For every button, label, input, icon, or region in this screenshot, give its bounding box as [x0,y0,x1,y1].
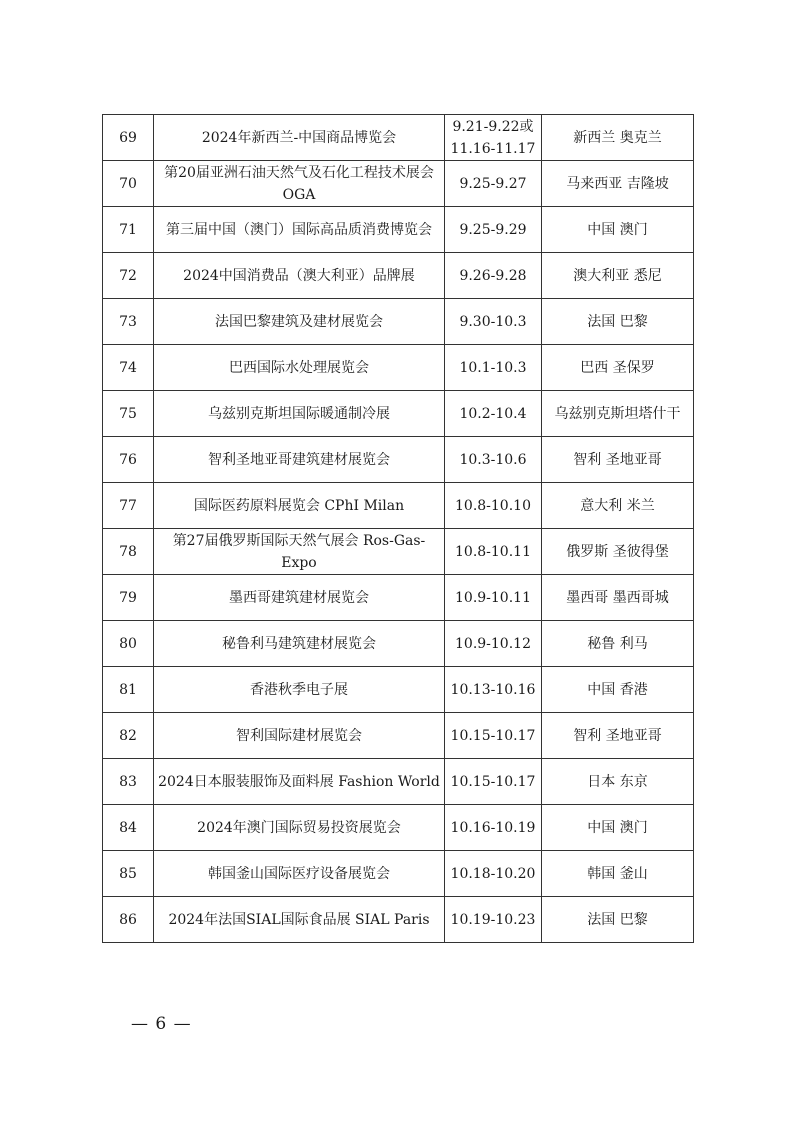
table-row [103,667,694,713]
exhibition-location: 日本 东京 [542,759,694,805]
table-row [103,805,694,851]
exhibition-date: 10.15-10.17 [445,713,542,759]
exhibition-name: 2024年新西兰-中国商品博览会 [154,115,445,161]
table-row [103,437,694,483]
table-row [103,759,694,805]
exhibition-name: 第27届俄罗斯国际天然气展会 Ros-Gas-Expo [154,529,445,575]
table-row [103,391,694,437]
exhibition-name: 法国巴黎建筑及建材展览会 [154,299,445,345]
table-row [103,483,694,529]
exhibition-name: 第三届中国（澳门）国际高品质消费博览会 [154,207,445,253]
exhibition-name: 秘鲁利马建筑建材展览会 [154,621,445,667]
exhibition-name: 2024年澳门国际贸易投资展览会 [154,805,445,851]
row-number: 75 [103,391,154,437]
row-number: 73 [103,299,154,345]
row-number: 83 [103,759,154,805]
exhibition-location: 中国 澳门 [542,805,694,851]
exhibition-location: 澳大利亚 悉尼 [542,253,694,299]
exhibition-table-body [103,115,694,943]
exhibition-date: 10.15-10.17 [445,759,542,805]
table-row [103,161,694,207]
exhibition-name: 韩国釜山国际医疗设备展览会 [154,851,445,897]
row-number: 70 [103,161,154,207]
row-number: 69 [103,115,154,161]
exhibition-date: 10.18-10.20 [445,851,542,897]
exhibition-date: 10.8-10.11 [445,529,542,575]
exhibition-date: 9.30-10.3 [445,299,542,345]
exhibition-name: 巴西国际水处理展览会 [154,345,445,391]
row-number: 78 [103,529,154,575]
exhibition-location: 俄罗斯 圣彼得堡 [542,529,694,575]
exhibition-location: 智利 圣地亚哥 [542,437,694,483]
exhibition-date: 9.25-9.27 [445,161,542,207]
table-row [103,897,694,943]
exhibition-name: 乌兹别克斯坦国际暖通制冷展 [154,391,445,437]
exhibition-name: 第20届亚洲石油天然气及石化工程技术展会 OGA [154,161,445,207]
exhibition-name: 2024中国消费品（澳大利亚）品牌展 [154,253,445,299]
exhibition-location: 秘鲁 利马 [542,621,694,667]
table-row [103,345,694,391]
exhibition-date: 10.2-10.4 [445,391,542,437]
row-number: 86 [103,897,154,943]
exhibition-name: 2024年法国SIAL国际食品展 SIAL Paris [154,897,445,943]
page-number: — 6 — [131,1014,192,1034]
exhibition-date: 9.21-9.22或11.16-11.17 [445,115,542,161]
exhibition-date: 9.26-9.28 [445,253,542,299]
exhibition-location: 新西兰 奥克兰 [542,115,694,161]
row-number: 76 [103,437,154,483]
exhibition-name: 香港秋季电子展 [154,667,445,713]
exhibition-location: 韩国 釜山 [542,851,694,897]
exhibition-location: 意大利 米兰 [542,483,694,529]
exhibition-location: 智利 圣地亚哥 [542,713,694,759]
table-row [103,575,694,621]
table-row [103,207,694,253]
table-row [103,299,694,345]
table-row [103,253,694,299]
table-row [103,529,694,575]
exhibition-name: 2024日本服装服饰及面料展 Fashion World [154,759,445,805]
row-number: 79 [103,575,154,621]
exhibition-name: 智利圣地亚哥建筑建材展览会 [154,437,445,483]
table-row [103,115,694,161]
exhibition-date: 10.9-10.12 [445,621,542,667]
exhibition-date: 10.9-10.11 [445,575,542,621]
exhibition-location: 巴西 圣保罗 [542,345,694,391]
exhibition-date: 10.19-10.23 [445,897,542,943]
row-number: 77 [103,483,154,529]
table-row [103,851,694,897]
exhibition-location: 法国 巴黎 [542,897,694,943]
row-number: 72 [103,253,154,299]
exhibition-date: 10.1-10.3 [445,345,542,391]
exhibition-location: 法国 巴黎 [542,299,694,345]
exhibition-location: 墨西哥 墨西哥城 [542,575,694,621]
row-number: 84 [103,805,154,851]
exhibition-date: 10.16-10.19 [445,805,542,851]
table-row [103,621,694,667]
exhibition-name: 国际医药原料展览会 CPhI Milan [154,483,445,529]
row-number: 74 [103,345,154,391]
row-number: 82 [103,713,154,759]
exhibition-location: 马来西亚 吉隆坡 [542,161,694,207]
exhibition-date: 9.25-9.29 [445,207,542,253]
row-number: 85 [103,851,154,897]
exhibition-date: 10.8-10.10 [445,483,542,529]
exhibition-location: 中国 澳门 [542,207,694,253]
row-number: 80 [103,621,154,667]
table-row [103,713,694,759]
exhibition-name: 墨西哥建筑建材展览会 [154,575,445,621]
row-number: 81 [103,667,154,713]
row-number: 71 [103,207,154,253]
exhibition-date: 10.13-10.16 [445,667,542,713]
exhibition-location: 中国 香港 [542,667,694,713]
exhibition-name: 智利国际建材展览会 [154,713,445,759]
exhibition-date: 10.3-10.6 [445,437,542,483]
exhibition-table [102,114,694,943]
exhibition-location: 乌兹别克斯坦塔什干 [542,391,694,437]
